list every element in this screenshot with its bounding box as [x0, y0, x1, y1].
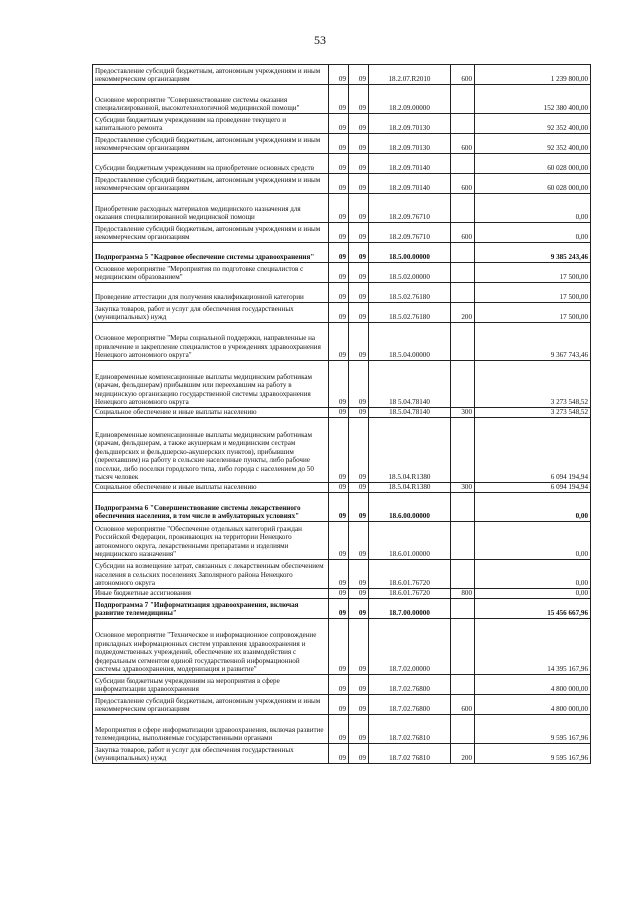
row-name: Проведение аттестации для получения квалификационной категории — [93, 283, 329, 303]
row-target-code: 18.5.04.R1380 — [369, 483, 451, 493]
row-amount: 17 500,00 — [475, 283, 591, 303]
table-row — [93, 695, 591, 715]
row-grbs: 09 — [329, 522, 349, 560]
table-row — [93, 263, 591, 283]
table-row — [93, 303, 591, 323]
row-section: 09 — [349, 174, 369, 194]
row-name: Основное мероприятие "Техническое и информационное сопровождение прикладных информационных систем управления здравоохранения и подведомственных учреждений, обеспечение их взаимодействия с федеральным сегментом единой государственной информационной системы здравоохранения, модернизация и развитие" — [93, 619, 329, 675]
row-amount: 92 352 400,00 — [475, 114, 591, 134]
row-target-code: 18.7.02.76810 — [369, 715, 451, 744]
row-grbs: 09 — [329, 744, 349, 764]
row-name: Закупка товаров, работ и услуг для обеспечения государственных (муниципальных) нужд — [93, 744, 329, 764]
row-amount: 17 500,00 — [475, 303, 591, 323]
row-name: Субсидии бюджетным учреждениям на приобретение основных средств — [93, 154, 329, 174]
row-section: 09 — [349, 408, 369, 418]
table-row — [93, 114, 591, 134]
row-grbs: 09 — [329, 303, 349, 323]
row-section: 09 — [349, 154, 369, 174]
row-grbs: 09 — [329, 194, 349, 223]
row-amount: 60 028 000,00 — [475, 154, 591, 174]
row-name: Приобретение расходных материалов медицинского назначения для оказания специализированной медицинской помощи — [93, 194, 329, 223]
row-expense-type — [451, 418, 475, 483]
row-expense-type — [451, 599, 475, 619]
row-target-code: 18.6.01.76720 — [369, 560, 451, 589]
row-name: Подпрограмма 7 "Информатизация здравоохранения, включая развитие телемедицины" — [93, 599, 329, 619]
row-amount: 0,00 — [475, 560, 591, 589]
row-name: Мероприятия в сфере информатизации здравоохранения, включая развитие телемедицины, выполняемые государственными органами — [93, 715, 329, 744]
row-grbs: 09 — [329, 418, 349, 483]
table-row — [93, 560, 591, 589]
row-target-code: 18.2.09.00000 — [369, 85, 451, 114]
row-grbs: 09 — [329, 493, 349, 522]
row-grbs: 09 — [329, 560, 349, 589]
row-grbs: 09 — [329, 243, 349, 263]
table-row — [93, 522, 591, 560]
row-expense-type: 300 — [451, 408, 475, 418]
row-amount: 4 800 000,00 — [475, 675, 591, 695]
row-name: Основное мероприятие "Совершенствование системы оказания специализированной, высокотехнологичной медицинской помощи" — [93, 85, 329, 114]
row-expense-type — [451, 675, 475, 695]
row-target-code: 18.2.07.R2010 — [369, 65, 451, 85]
row-section: 09 — [349, 589, 369, 599]
row-section: 09 — [349, 619, 369, 675]
row-section: 09 — [349, 560, 369, 589]
row-target-code: 18.5.02.00000 — [369, 263, 451, 283]
row-section: 09 — [349, 744, 369, 764]
row-expense-type: 600 — [451, 695, 475, 715]
table-row — [93, 85, 591, 114]
row-section: 09 — [349, 418, 369, 483]
row-name: Предоставление субсидий бюджетным, автономным учреждениям и иным некоммерческим организациям — [93, 134, 329, 154]
row-target-code: 18.5.04.R1380 — [369, 418, 451, 483]
row-expense-type: 200 — [451, 303, 475, 323]
row-target-code: 18.6.01.76720 — [369, 589, 451, 599]
row-target-code: 18.6.00.00000 — [369, 493, 451, 522]
table-row — [93, 223, 591, 243]
row-target-code: 18.7.02.00000 — [369, 619, 451, 675]
table-row — [93, 675, 591, 695]
row-target-code: 18.5.02.76180 — [369, 283, 451, 303]
row-name: Социальное обеспечение и иные выплаты населению — [93, 483, 329, 493]
row-amount: 1 239 800,00 — [475, 65, 591, 85]
row-amount: 9 595 167,96 — [475, 744, 591, 764]
row-expense-type — [451, 715, 475, 744]
row-grbs: 09 — [329, 263, 349, 283]
table-row — [93, 154, 591, 174]
row-grbs: 09 — [329, 114, 349, 134]
row-expense-type: 600 — [451, 223, 475, 243]
row-amount: 6 094 194,94 — [475, 418, 591, 483]
table-row — [93, 619, 591, 675]
row-name: Основное мероприятие "Меры социальной поддержки, направленные на привлечение и закрепление специалистов в учреждениях здравоохранения Ненецкого автономного округа" — [93, 323, 329, 361]
row-target-code: 18.7.00.00000 — [369, 599, 451, 619]
row-target-code: 18.5.02.76180 — [369, 303, 451, 323]
table-row — [93, 174, 591, 194]
row-target-code: 18.2.09.70130 — [369, 114, 451, 134]
row-amount: 92 352 400,00 — [475, 134, 591, 154]
table-row — [93, 483, 591, 493]
row-section: 09 — [349, 303, 369, 323]
row-name: Подпрограмма 5 "Кадровое обеспечение системы здравоохранения" — [93, 243, 329, 263]
row-expense-type — [451, 114, 475, 134]
row-expense-type: 600 — [451, 174, 475, 194]
row-amount: 3 273 548,52 — [475, 361, 591, 408]
row-grbs: 09 — [329, 408, 349, 418]
row-name: Субсидии бюджетным учреждениям на проведение текущего и капитального ремонта — [93, 114, 329, 134]
row-target-code: 18.7.02.76800 — [369, 675, 451, 695]
row-grbs: 09 — [329, 85, 349, 114]
row-grbs: 09 — [329, 361, 349, 408]
row-amount: 152 380 400,00 — [475, 85, 591, 114]
row-target-code: 18.5.04.78140 — [369, 408, 451, 418]
row-grbs: 09 — [329, 65, 349, 85]
row-expense-type — [451, 361, 475, 408]
table-row — [93, 194, 591, 223]
row-section: 09 — [349, 695, 369, 715]
table-row — [93, 589, 591, 599]
row-amount: 0,00 — [475, 223, 591, 243]
row-grbs: 09 — [329, 589, 349, 599]
row-expense-type — [451, 263, 475, 283]
row-target-code: 18.2.09.76710 — [369, 194, 451, 223]
row-name: Единовременные компенсационные выплаты медицинским работникам (врачам, фельдшерам) прибывшим или переехавшим на работу в медицинскую организацию государственной системы здравоохранения Ненецкого автономного округа — [93, 361, 329, 408]
row-name: Основное мероприятие "Обеспечение отдельных категорий граждан Российской Федерации, проживающих на территории Ненецкого автономного округа, лекарственными препаратами и изделиями медицинского назначения" — [93, 522, 329, 560]
row-name: Субсидии бюджетным учреждениям на мероприятия в сфере информатизации здравоохранения — [93, 675, 329, 695]
row-amount: 0,00 — [475, 589, 591, 599]
row-name: Предоставление субсидий бюджетным, автономным учреждениям и иным некоммерческим организациям — [93, 695, 329, 715]
budget-table-body — [93, 65, 591, 764]
row-section: 09 — [349, 599, 369, 619]
row-target-code: 18 5.04.78140 — [369, 361, 451, 408]
row-target-code: 18.7.02.76800 — [369, 695, 451, 715]
row-expense-type — [451, 619, 475, 675]
table-row — [93, 134, 591, 154]
table-row — [93, 65, 591, 85]
row-name: Иные бюджетные ассигнования — [93, 589, 329, 599]
table-row — [93, 408, 591, 418]
row-target-code: 18.2.09.70140 — [369, 174, 451, 194]
row-section: 09 — [349, 65, 369, 85]
table-row — [93, 283, 591, 303]
row-name: Основное мероприятие "Мероприятия по подготовке специалистов с медицинским образованием" — [93, 263, 329, 283]
row-section: 09 — [349, 85, 369, 114]
row-target-code: 18.2.09.70140 — [369, 154, 451, 174]
row-name: Единовременные компенсационные выплаты медицинским работникам (врачам, фельдшерам, а также акушеркам и медицинским сестрам фельдшерских и фельдшерско-акушерских пунктов), прибывшим (переехавшим) на работу в сельские населенные пункты, либо рабочие поселки, либо поселки городского типа, либо города с населением до 50 тысяч человек — [93, 418, 329, 483]
row-grbs: 09 — [329, 174, 349, 194]
row-name: Предоставление субсидий бюджетным, автономным учреждениям и иным некоммерческим организациям — [93, 174, 329, 194]
table-row — [93, 715, 591, 744]
row-amount: 0,00 — [475, 522, 591, 560]
row-target-code: 18.5.00.00000 — [369, 243, 451, 263]
row-section: 09 — [349, 263, 369, 283]
row-grbs: 09 — [329, 695, 349, 715]
row-amount: 14 395 167,96 — [475, 619, 591, 675]
table-row — [93, 493, 591, 522]
row-expense-type — [451, 243, 475, 263]
row-amount: 4 800 000,00 — [475, 695, 591, 715]
row-amount: 17 500,00 — [475, 263, 591, 283]
row-grbs: 09 — [329, 483, 349, 493]
row-section: 09 — [349, 323, 369, 361]
row-amount: 3 273 548,52 — [475, 408, 591, 418]
table-row — [93, 418, 591, 483]
table-row — [93, 599, 591, 619]
row-expense-type: 600 — [451, 65, 475, 85]
row-expense-type — [451, 560, 475, 589]
row-amount: 9 595 167,96 — [475, 715, 591, 744]
row-expense-type — [451, 194, 475, 223]
row-amount: 0,00 — [475, 493, 591, 522]
row-section: 09 — [349, 223, 369, 243]
row-name: Предоставление субсидий бюджетным, автономным учреждениям и иным некоммерческим организациям — [93, 65, 329, 85]
table-row — [93, 361, 591, 408]
budget-table — [92, 64, 591, 764]
row-target-code: 18.2.09.70130 — [369, 134, 451, 154]
table-row — [93, 243, 591, 263]
row-grbs: 09 — [329, 675, 349, 695]
row-expense-type: 200 — [451, 744, 475, 764]
row-target-code: 18.2.09.76710 — [369, 223, 451, 243]
row-amount: 6 094 194,94 — [475, 483, 591, 493]
row-name: Социальное обеспечение и иные выплаты населению — [93, 408, 329, 418]
row-expense-type — [451, 493, 475, 522]
row-section: 09 — [349, 483, 369, 493]
row-target-code: 18.6.01.00000 — [369, 522, 451, 560]
row-grbs: 09 — [329, 599, 349, 619]
row-amount: 9 385 243,46 — [475, 243, 591, 263]
row-name: Подпрограмма 6 "Совершенствование системы лекарственного обеспечения населения, в том числе в амбулаторных условиях" — [93, 493, 329, 522]
row-grbs: 09 — [329, 283, 349, 303]
row-grbs: 09 — [329, 223, 349, 243]
row-expense-type — [451, 283, 475, 303]
row-name: Субсидии на возмещение затрат, связанных с лекарственным обеспечением населения в сельских поселениях Заполярного района Ненецкого автономного округа — [93, 560, 329, 589]
row-expense-type — [451, 85, 475, 114]
row-amount: 60 028 000,00 — [475, 174, 591, 194]
table-row — [93, 744, 591, 764]
row-section: 09 — [349, 493, 369, 522]
row-section: 09 — [349, 675, 369, 695]
row-expense-type — [451, 522, 475, 560]
row-section: 09 — [349, 194, 369, 223]
row-expense-type — [451, 323, 475, 361]
row-amount: 15 456 667,96 — [475, 599, 591, 619]
page-number: 53 — [314, 33, 326, 47]
row-grbs: 09 — [329, 715, 349, 744]
row-name: Закупка товаров, работ и услуг для обеспечения государственных (муниципальных) нужд — [93, 303, 329, 323]
row-grbs: 09 — [329, 154, 349, 174]
row-section: 09 — [349, 522, 369, 560]
row-expense-type: 600 — [451, 134, 475, 154]
row-grbs: 09 — [329, 134, 349, 154]
row-expense-type: 300 — [451, 483, 475, 493]
row-target-code: 18.5.04.00000 — [369, 323, 451, 361]
row-section: 09 — [349, 361, 369, 408]
row-section: 09 — [349, 134, 369, 154]
row-section: 09 — [349, 283, 369, 303]
row-expense-type — [451, 154, 475, 174]
row-amount: 9 367 743,46 — [475, 323, 591, 361]
row-section: 09 — [349, 715, 369, 744]
row-grbs: 09 — [329, 323, 349, 361]
row-section: 09 — [349, 114, 369, 134]
table-row — [93, 323, 591, 361]
row-grbs: 09 — [329, 619, 349, 675]
row-section: 09 — [349, 243, 369, 263]
row-amount: 0,00 — [475, 194, 591, 223]
row-target-code: 18.7.02 76810 — [369, 744, 451, 764]
row-name: Предоставление субсидий бюджетным, автономным учреждениям и иным некоммерческим организациям — [93, 223, 329, 243]
row-expense-type: 800 — [451, 589, 475, 599]
